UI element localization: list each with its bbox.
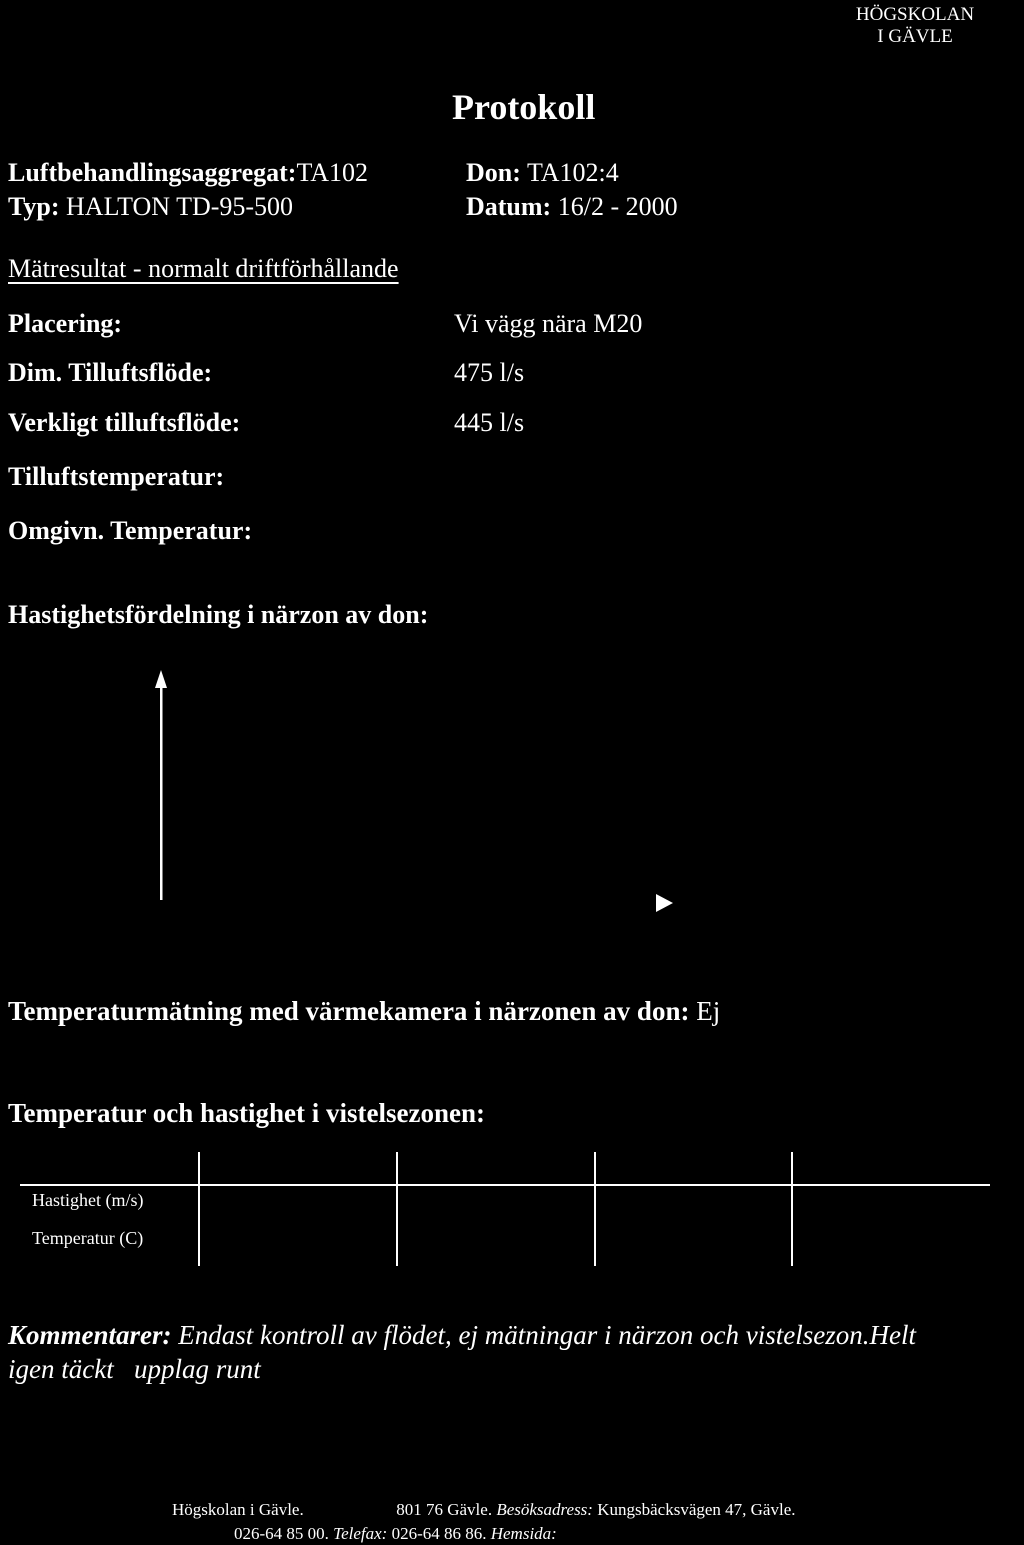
date-value: 16/2 - 2000 — [557, 192, 678, 221]
footer-web-label: Hemsida: — [490, 1524, 557, 1543]
date-line — [466, 192, 678, 222]
footer-visit-value: Kungsbäcksvägen 47, Gävle. — [597, 1500, 796, 1519]
school-name-line1: HÖGSKOLAN — [855, 4, 975, 25]
date-label: Datum: — [466, 192, 552, 221]
unit-label: Luftbehandlingsaggregat: — [8, 158, 297, 187]
y-axis-line — [160, 684, 163, 900]
footer-line1 — [172, 1500, 796, 1520]
don-line — [466, 158, 619, 188]
type-value: HALTON TD-95-500 — [66, 192, 294, 221]
footer-phone: 026-64 85 00. — [234, 1524, 329, 1543]
thermal-line — [8, 996, 720, 1027]
footer-postal: 801 76 Gävle. — [396, 1500, 493, 1519]
don-label: Don: — [466, 158, 521, 187]
unit-line — [8, 158, 368, 188]
footer-fax-label: Telefax: — [333, 1524, 388, 1543]
footer-org: Högskolan i Gävle. — [172, 1500, 304, 1519]
result-value-placement: Vi vägg nära M20 — [454, 309, 643, 338]
x-axis-arrowhead — [656, 894, 673, 912]
page-title: Protokoll — [452, 87, 596, 127]
table-divider-2 — [396, 1152, 398, 1266]
comments-text-2: igen täckt upplag runt — [8, 1354, 261, 1384]
result-label-ambient-temp: Omgivn. Temperatur: — [8, 516, 253, 545]
school-name — [850, 4, 980, 48]
velocity-axes — [140, 660, 700, 920]
table-divider-1 — [198, 1152, 200, 1266]
type-line — [8, 192, 293, 222]
unit-value: TA102 — [296, 158, 369, 187]
don-value: TA102:4 — [526, 158, 619, 187]
velocity-heading: Hastighetsfördelning i närzon av don: — [8, 600, 429, 629]
table-top-rule — [20, 1184, 990, 1186]
table-row-label-speed: Hastighet (m/s) — [32, 1190, 144, 1210]
footer-fax-value: 026-64 86 86. — [391, 1524, 487, 1543]
table-row-label-temp: Temperatur (C) — [32, 1228, 144, 1248]
thermal-label: Temperaturmätning med värmekamera i närzonen av don: — [8, 996, 690, 1026]
thermal-value: Ej — [696, 996, 721, 1026]
table-divider-4 — [791, 1152, 793, 1266]
result-value-actual-flow: 445 l/s — [454, 408, 525, 437]
result-label-actual-flow: Verkligt tilluftsflöde: — [8, 408, 241, 437]
result-label-placement: Placering: — [8, 309, 123, 338]
type-label: Typ: — [8, 192, 60, 221]
result-label-supply-temp: Tilluftstemperatur: — [8, 462, 225, 491]
comments-line1 — [8, 1320, 916, 1351]
footer-line2 — [234, 1524, 557, 1544]
result-value-dim-flow: 475 l/s — [454, 358, 525, 387]
table-divider-3 — [594, 1152, 596, 1266]
school-name-line2: I GÄVLE — [877, 26, 953, 47]
occupied-zone-heading: Temperatur och hastighet i vistelsezonen: — [8, 1098, 485, 1128]
comments-text-1: Endast kontroll av flödet, ej mätningar i närzon och vistelsezon.Helt — [178, 1320, 916, 1350]
comments-label: Kommentarer: — [8, 1320, 172, 1350]
footer-visit-label: Besöksadress: — [496, 1500, 593, 1519]
results-heading: Mätresultat - normalt driftförhållande — [8, 254, 399, 283]
result-label-dim-flow: Dim. Tilluftsflöde: — [8, 358, 213, 387]
